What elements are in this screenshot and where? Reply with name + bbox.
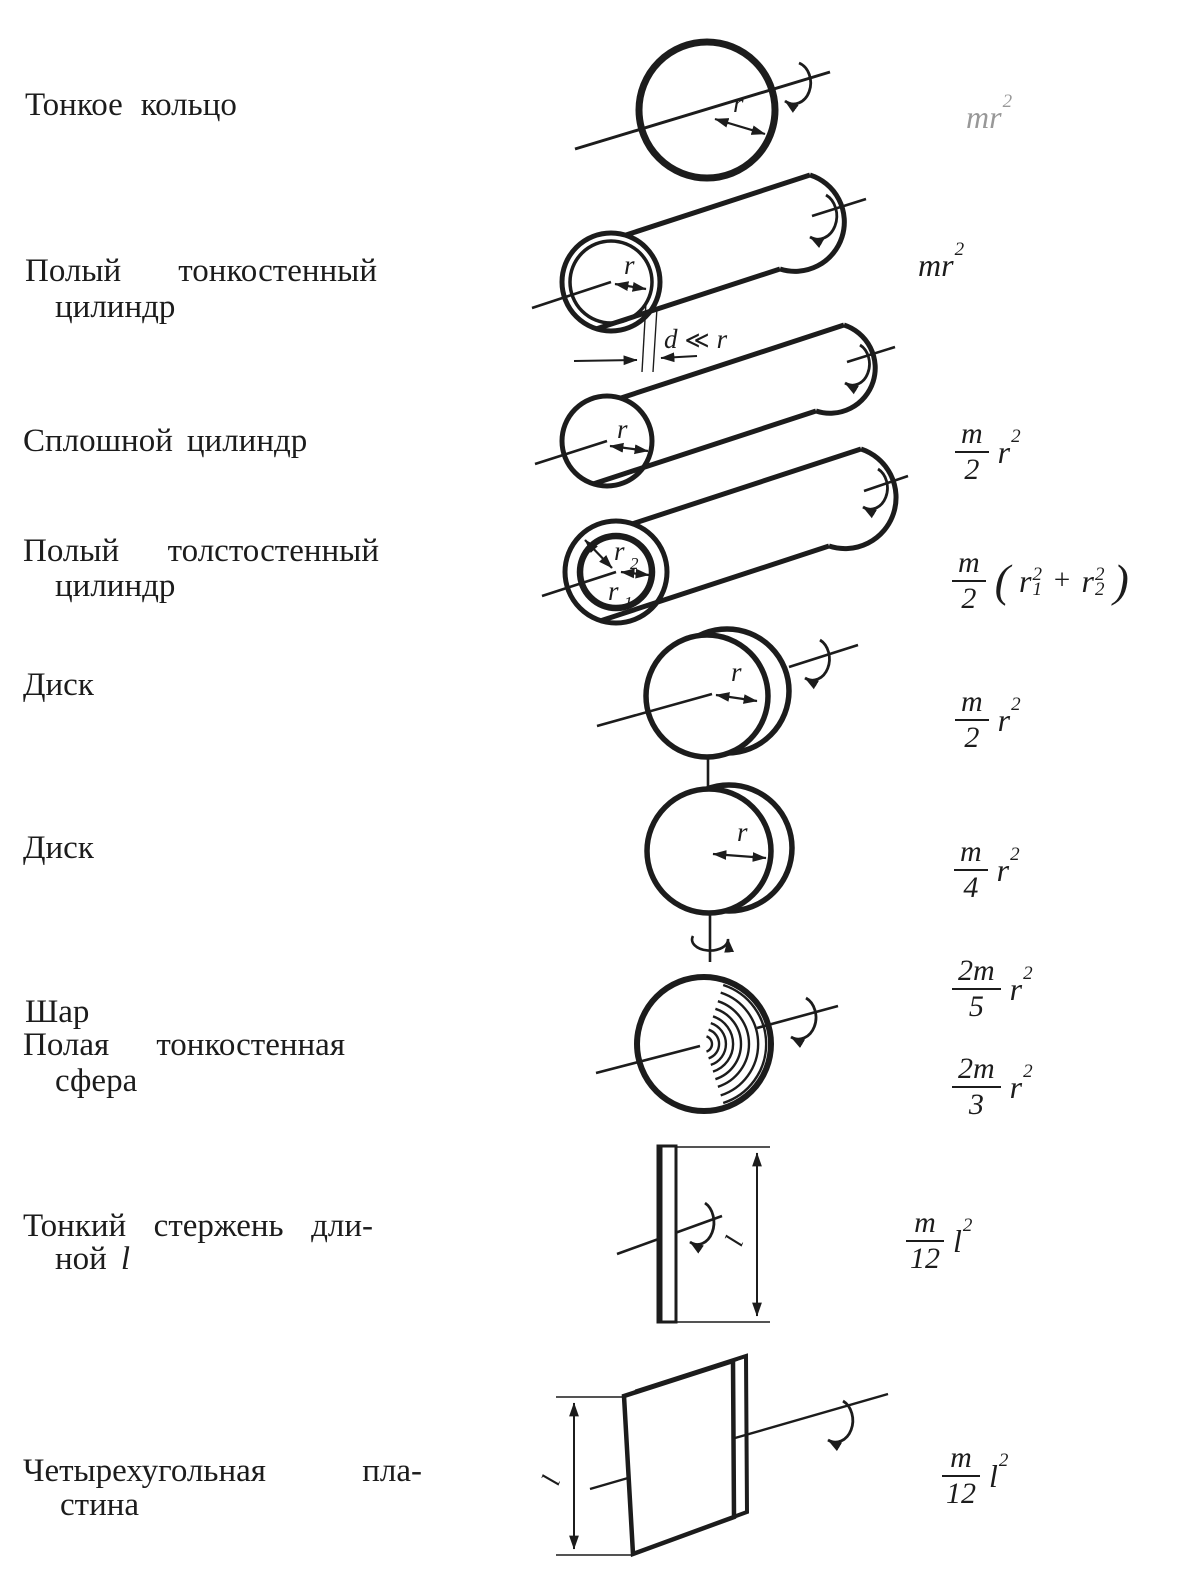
fraction-numerator: m — [906, 1207, 944, 1242]
solid-cylinder-figure — [535, 325, 895, 486]
fraction-numerator: 2m — [952, 955, 1001, 990]
label-solid-cylinder — [23, 422, 307, 460]
close-paren: ) — [1113, 554, 1129, 606]
hollow-thick-cylinder-figure — [542, 449, 908, 623]
length-label: l — [718, 1232, 750, 1251]
rotation-axis-line — [575, 72, 830, 149]
rotation-axis-line — [757, 1006, 838, 1028]
rotation-axis-line — [789, 645, 858, 667]
wall-gap-arrow — [661, 356, 697, 358]
inner-radius-subscript: 1 — [624, 593, 633, 612]
formula-thin-ring — [966, 91, 1013, 135]
wall-gap-d: d — [664, 324, 678, 354]
formula-sphere — [952, 955, 1033, 1022]
rotation-axis-line — [735, 1394, 888, 1438]
formula-exponent: 2 — [1002, 91, 1013, 112]
formula-exponent: 2 — [1023, 962, 1033, 984]
formula-variable: r — [1009, 1068, 1023, 1105]
formula-solid-cylinder — [955, 418, 1021, 485]
formula-exponent: 2 — [998, 1449, 1009, 1471]
rotation-arrow-icon — [810, 195, 837, 239]
label-word: пла- — [362, 1453, 422, 1489]
formula-disk-1 — [955, 686, 1021, 753]
fraction-denominator: 4 — [963, 871, 979, 904]
radius-label: r — [624, 250, 635, 280]
label-word: цилиндр — [55, 568, 176, 604]
label-thin-rod-line2 — [55, 1240, 130, 1278]
formula-hollow-thick-cylinder — [952, 547, 1129, 614]
rectangular-plate-figure — [535, 1356, 888, 1555]
formula-exponent: 2 — [962, 1214, 973, 1236]
shell-arc — [709, 1030, 719, 1059]
fraction-denominator: 3 — [968, 1088, 984, 1121]
fraction-denominator: 12 — [946, 1477, 976, 1510]
label-word: ной — [55, 1241, 107, 1277]
formula-body: mr — [966, 99, 1002, 135]
label-word: Тонкое — [25, 87, 123, 123]
formula-thin-rod — [906, 1207, 972, 1274]
disk-diameter-axis-figure — [647, 785, 792, 962]
label-word: дли- — [311, 1208, 373, 1244]
fraction-numerator: m — [942, 1442, 980, 1477]
label-hollow-sphere-line2 — [55, 1062, 137, 1100]
formula-exponent: 2 — [1010, 843, 1020, 865]
radius-label: r — [733, 88, 744, 118]
plate-front-face — [624, 1361, 734, 1554]
formula-subscript: 2 — [1094, 578, 1105, 600]
outer-radius-label: r — [614, 536, 625, 566]
cylinder-top-edge — [626, 175, 810, 235]
sphere-outline — [637, 977, 771, 1111]
fraction-numerator: m — [954, 836, 988, 871]
formula-exponent: 2 — [1011, 425, 1021, 447]
fraction-numerator: m — [955, 686, 989, 721]
fraction-denominator: 2 — [964, 721, 980, 754]
label-hollow-thick-cylinder-line2 — [55, 567, 175, 605]
formula-variable: r — [997, 433, 1011, 470]
formula-disk-2 — [954, 836, 1020, 903]
wall-gap-guide — [653, 308, 657, 372]
fraction-numerator: m — [952, 547, 986, 582]
radius-label: r — [617, 414, 628, 444]
label-disk-1 — [23, 666, 94, 704]
cylinder-top-edge — [621, 325, 844, 398]
length-variable: l — [120, 1241, 130, 1277]
wall-gap-r: r — [716, 324, 728, 354]
label-word: цилиндр — [186, 423, 308, 459]
rotation-axis-line — [590, 1478, 628, 1489]
hollow-thin-cylinder-figure — [532, 175, 866, 372]
fraction-numerator: m — [955, 418, 989, 453]
radius-label: r — [731, 657, 742, 687]
label-word: сфера — [55, 1063, 138, 1099]
formula-variable: r — [997, 701, 1011, 738]
sphere-figure — [596, 977, 838, 1111]
outer-radius-subscript: 2 — [630, 554, 639, 573]
wall-gap-label — [664, 324, 728, 354]
formula-exponent: 2 — [954, 239, 965, 260]
fraction-denominator: 12 — [910, 1242, 940, 1275]
fraction-denominator: 5 — [968, 990, 984, 1023]
label-hollow-thick-cylinder-line1 — [23, 532, 379, 570]
label-word: тонкостенный — [178, 253, 377, 289]
label-disk-2 — [23, 829, 94, 867]
formula-hollow-thin-cylinder — [918, 239, 965, 283]
wall-gap-arrow — [574, 360, 637, 361]
shell-arc — [707, 1036, 713, 1051]
inner-radius-label: r — [608, 576, 619, 606]
formula-exponent: 2 — [1011, 693, 1021, 715]
label-word: Полая — [23, 1027, 110, 1063]
label-word: цилиндр — [55, 289, 176, 325]
label-plate-line1 — [23, 1452, 422, 1490]
thin-rod-figure — [617, 1146, 770, 1322]
label-word: Сплошной — [23, 423, 173, 459]
fraction-numerator: 2m — [952, 1053, 1001, 1088]
formula-variable: r — [1081, 562, 1094, 599]
label-word: стержень — [153, 1208, 284, 1244]
plus-operator: + — [1051, 564, 1072, 596]
label-word: толстостенный — [167, 533, 379, 569]
rotation-axis-line — [535, 441, 607, 464]
disk-perpendicular-axis-figure — [597, 629, 858, 791]
formula-variable: r — [1019, 562, 1032, 599]
label-word: тонкостенная — [156, 1027, 345, 1063]
thin-ring-figure — [575, 42, 830, 178]
much-less-symbol: ≪ — [684, 328, 710, 354]
label-thin-ring — [25, 86, 237, 124]
radius-label: r — [737, 817, 748, 847]
cylinder-back-arc — [816, 325, 875, 413]
label-word: кольцо — [140, 87, 237, 123]
disk-face — [647, 789, 771, 913]
label-hollow-thin-cylinder-line2 — [55, 288, 175, 326]
formula-plate — [942, 1442, 1008, 1509]
formula-exponent: 2 — [1032, 563, 1042, 585]
fraction-denominator: 2 — [964, 453, 980, 486]
formula-variable: r — [996, 851, 1010, 888]
formula-exponent: 2 — [1094, 563, 1105, 585]
rotation-axis-line — [596, 1046, 700, 1073]
radius-arrow — [610, 446, 648, 451]
rotation-arrow-icon — [845, 345, 869, 385]
label-plate-line2 — [60, 1486, 139, 1524]
label-word: Тонкий — [23, 1208, 127, 1244]
formula-subscript: 1 — [1032, 578, 1042, 600]
formula-variable: l — [953, 1222, 962, 1259]
label-word: Диск — [23, 667, 94, 703]
label-word: Диск — [23, 830, 94, 866]
label-hollow-sphere-line1 — [23, 1026, 345, 1064]
label-word: стина — [60, 1487, 140, 1523]
formula-body: mr — [918, 247, 954, 283]
formula-variable: r — [1009, 970, 1023, 1007]
formula-exponent: 2 — [1023, 1060, 1033, 1082]
label-word: Шар — [25, 994, 90, 1030]
radius-arrow — [715, 119, 765, 134]
length-label: l — [535, 1471, 567, 1490]
label-word: Четырехугольная — [23, 1453, 266, 1489]
label-word: Полый — [23, 533, 120, 569]
label-word: Полый — [25, 253, 122, 289]
formula-variable: l — [989, 1457, 998, 1494]
formula-hollow-sphere — [952, 1053, 1033, 1120]
label-hollow-thin-cylinder-line1 — [25, 252, 377, 290]
open-paren: ( — [994, 554, 1010, 606]
radius-arrow — [615, 284, 646, 289]
fraction-denominator: 2 — [961, 582, 977, 615]
